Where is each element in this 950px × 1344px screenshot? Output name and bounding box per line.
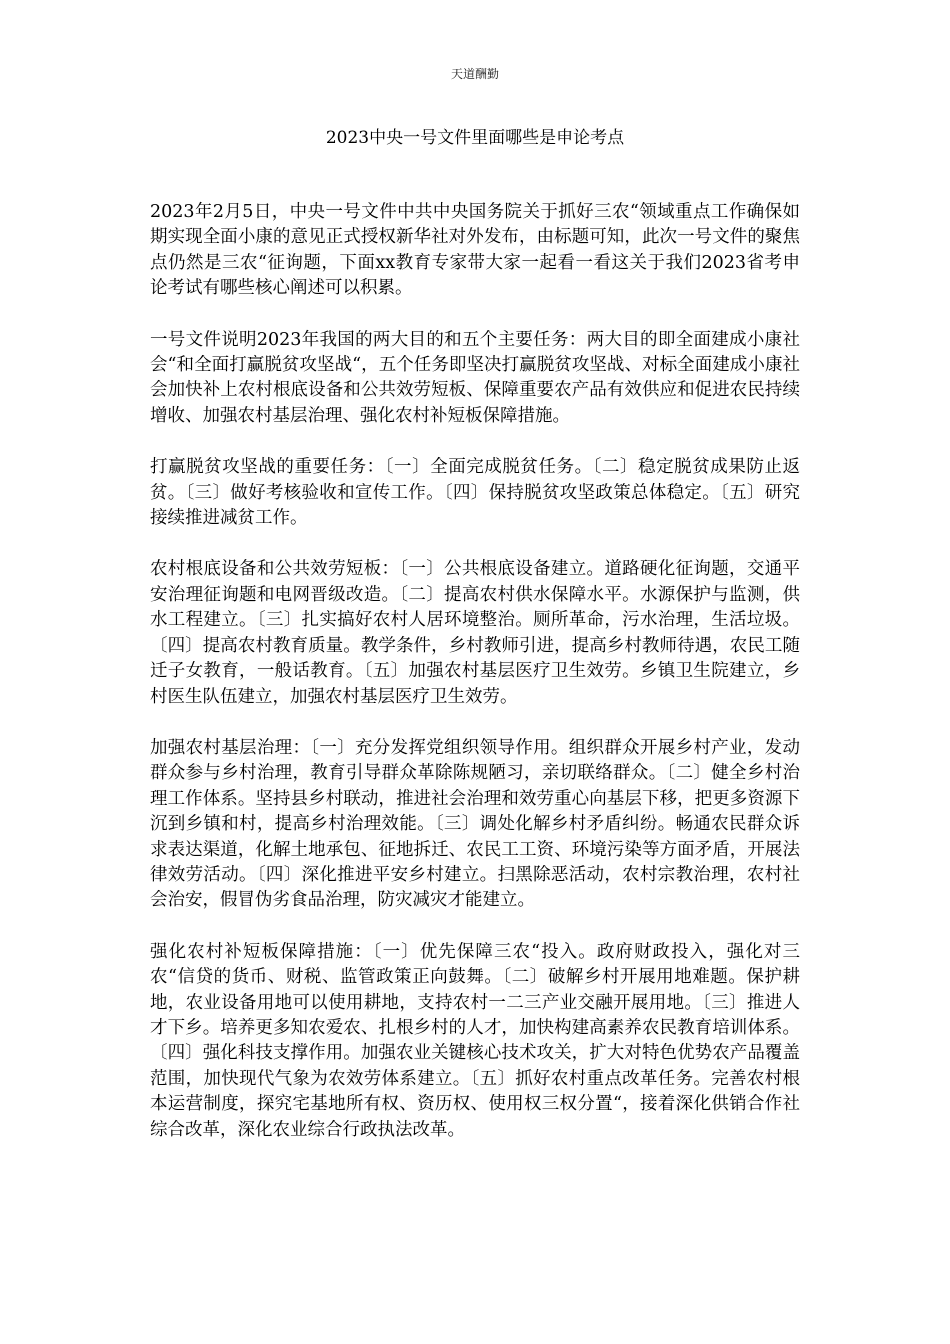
document-body xyxy=(150,200,800,1169)
paragraph-intro: 2023年2月5日，中央一号文件中共中央国务院关于抓好三农“领域重点工作确保如期实现全面小康的意见正式授权新华社对外发布，由标题可知，此次一号文件的聚焦点仍然是三农“征询题，下面xx教育专家带大家一起看一看这关于我们2023省考申论考试有哪些核心阐述可以积累。 xyxy=(150,202,800,299)
page-header: 天道酬勤 xyxy=(450,67,499,81)
paragraph-support-measures: 强化农村补短板保障措施：〔一〕优先保障三农“投入。政府财政投入，强化对三农“信贷的货币、财税、监管政策正向鼓舞。〔二〕破解乡村开展用地难题。保护耕地，农业设备用地可以使用耕地，支持农村一二三产业交融开展用地。〔三〕推进人才下乡。培养更多知农爱农、扎根乡村的人才，加快构建高素养农民教育培训体系。〔四〕强化科技支撑作用。加强农业关键核心技术攻关，扩大对特色优势农产品覆盖范围，加快现代气象为农效劳体系建立。〔五〕抓好农村重点改革任务。完善农村根本运营制度，探究宅基地所有权、资历权、使用权三权分置“，接着深化供销合作社综合改革，深化农业综合行政执法改革。 xyxy=(150,941,800,1140)
paragraph-goals-tasks: 一号文件说明2023年我国的两大目的和五个主要任务：两大目的即全面建成小康社会“和全面打赢脱贫攻坚战“，五个任务即坚决打赢脱贫攻坚战、对标全面建成小康社会加快补上农村根底设备和公共效劳短板、保障重要农产品有效供应和促进农民持续增收、加强农村基层治理、强化农村补短板保障措施。 xyxy=(150,329,800,426)
document-title: 2023中央一号文件里面哪些是申论考点 xyxy=(325,128,625,148)
paragraph-poverty-alleviation: 打赢脱贫攻坚战的重要任务：〔一〕全面完成脱贫任务。〔二〕稳定脱贫成果防止返贫。〔三〕做好考核验收和宣传工作。〔四〕保持脱贫攻坚政策总体稳定。〔五〕研究接续推进减贫工作。 xyxy=(150,457,800,529)
paragraph-rural-governance: 加强农村基层治理：〔一〕充分发挥党组织领导作用。组织群众开展乡村产业，发动群众参与乡村治理，教育引导群众革除陈规陋习，亲切联络群众。〔二〕健全乡村治理工作体系。坚持县乡村联动，推进社会治理和效劳重心向基层下移，把更多资源下沉到乡镇和村，提高乡村治理效能。〔三〕调处化解乡村矛盾纠纷。畅通农民群众诉求表达渠道，化解土地承包、征地拆迁、农民工工资、环境污染等方面矛盾，开展法律效劳活动。〔四〕深化推进平安乡村建立。扫黑除恶活动，农村宗教治理，农村社会治安，假冒伪劣食品治理，防灾减灾才能建立。 xyxy=(150,737,800,911)
paragraph-rural-infrastructure: 农村根底设备和公共效劳短板：〔一〕公共根底设备建立。道路硬化征询题，交通平安治理征询题和电网晋级改造。〔二〕提高农村供水保障水平。水源保护与监测，供水工程建立。〔三〕扎实搞好农村人居环境整治。厕所革命，污水治理，生活垃圾。〔四〕提高农村教育质量。教学条件，乡村教师引进，提高乡村教师待遇，农民工随迁子女教育，一般话教育。〔五〕加强农村基层医疗卫生效劳。乡镇卫生院建立，乡村医生队伍建立，加强农村基层医疗卫生效劳。 xyxy=(150,559,800,707)
